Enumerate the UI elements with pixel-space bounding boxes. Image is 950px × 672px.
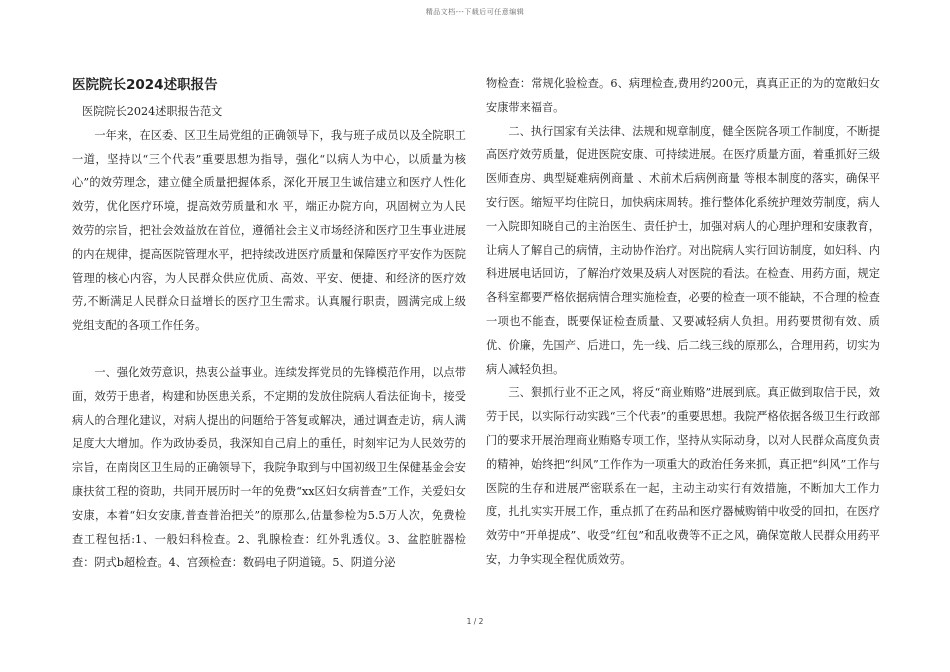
paragraph-section-1: 一、强化效劳意识，热衷公益事业。连续发挥党员的先锋模范作用，以点带面，效劳于患者，构建和协医患关系，不定期的发放住院病人看法征询卡，接受病人的合理化建议，对病人提出的问题给于答复或解决，通过调查走访，病人满足度大大增加。作为政协委员，我深知自己肩上的重任，时刻牢记为人民效劳的宗旨，在南岗区卫生局的正确领导下，我院争取到与中国初级卫生保健基金会安康扶贫工程的资助，共同开展历时一年的免费“xx区妇女病普查”工作，关爱妇女安康，本着“妇女安康,普查普治把关”的原那么,估量参检为5.5万人次，免费检查工程包括:1、一般妇科检查。2、乳腺检查：红外乳透仪。3、盆腔脏器检查：阴式b超检查。4、宫颈检查：数码电子阴道镜。5、阴道分泌 [72, 365, 466, 570]
document-title: 医院院长2024述职报告 [72, 77, 218, 93]
paragraph-section-3: 三、狠抓行业不正之风，将反“商业贿赂”进展到底。真正做到取信于民，效劳于民，以实际行动实践“三个代表”的重要思想。我院严格依据各级卫生行政部门的要求开展治理商业贿赂专项工作，坚持从实际动身，以对人民群众高度负责的精神，始终把“纠风”工作作为一项重大的政治任务来抓，真正把“纠风”工作与医院的生存和进展严密联系在一起，主动主动实行有效措施，不断加大工作力度，扎扎实实开展工作，重点抓了在药品和医疗器械购销中收受的回扣，在医疗效劳中“开单提成”、收受“红包”和乱收费等不正之风，确保宽敞人民群众用药平安，力争实现全程优质效劳。 [486, 386, 880, 566]
paragraph-section-1-continued: 物检查：常规化验检查。6、病理检查,费用约200元，真真正正的为的宽敞妇女安康带来福音。 [486, 77, 880, 114]
left-text-column [72, 72, 466, 575]
paragraph-intro: 一年来，在区委、区卫生局党组的正确领导下，我与班子成员以及全院职工一道，坚持以“三个代表”重要思想为指导，强化“以病人为中心，以质量为核心”的效劳理念，建立健全质量把握体系，深化开展卫生诚信建立和医疗人性化效劳，优化医疗环境，提高效劳质量和水 平，端正办院方向，巩固树立为人民效劳的宗旨，把社会效益放在首位，遵循社会主义市场经济和医疗卫生事业进展的内在规律，提高医院管理水平，把持续改进医疗质量和保障医疗平安作为医院管理的核心内容，为人民群众供应优质、高效、平安、便捷、和经济的医疗效劳,不断满足人民群众日益增长的医疗卫生需求。认真履行职责，圆满完成上级党组支配的各项工作任务。 [72, 128, 466, 333]
page-number: 1 / 2 [466, 617, 484, 626]
right-text-column [486, 72, 880, 572]
paragraph-section-2: 二、执行国家有关法律、法规和规章制度，健全医院各项工作制度，不断提高医疗效劳质量，促进医院安康、可持续进展。在医疗质量方面，着重抓好三级医师查房、典型疑难病例商量 、术前术后病例商量 等根本制度的落实，确保平安行医。缩短平均住院日，加快病床周转。推行整体化系统护理效劳制度，病人一入院即知晓自己的主治医生、责任护士，加强对病人的心理护理和安康教育，让病人了解自己的病情，主动协作治疗。对出院病人实行回访制度，如妇科、内科进展电话回访，了解治疗效果及病人对医院的看法。在检查、用药方面，规定各科室都要严格依据病情合理实施检查，必要的检查一项不能缺，不合理的检查一项也不能查，既要保证检查质量、又要减轻病人负担。用药要贯彻有效、质优、价廉，先国产、后进口，先一线、后二线三线的原那么，合理用药，切实为病人减轻负担。 [486, 124, 880, 376]
paragraph-spacer [72, 338, 466, 361]
document-header-note: 精品文档---下载后可任意编辑 [425, 8, 525, 16]
document-subtitle: 医院院长2024述职报告范文 [82, 105, 223, 118]
